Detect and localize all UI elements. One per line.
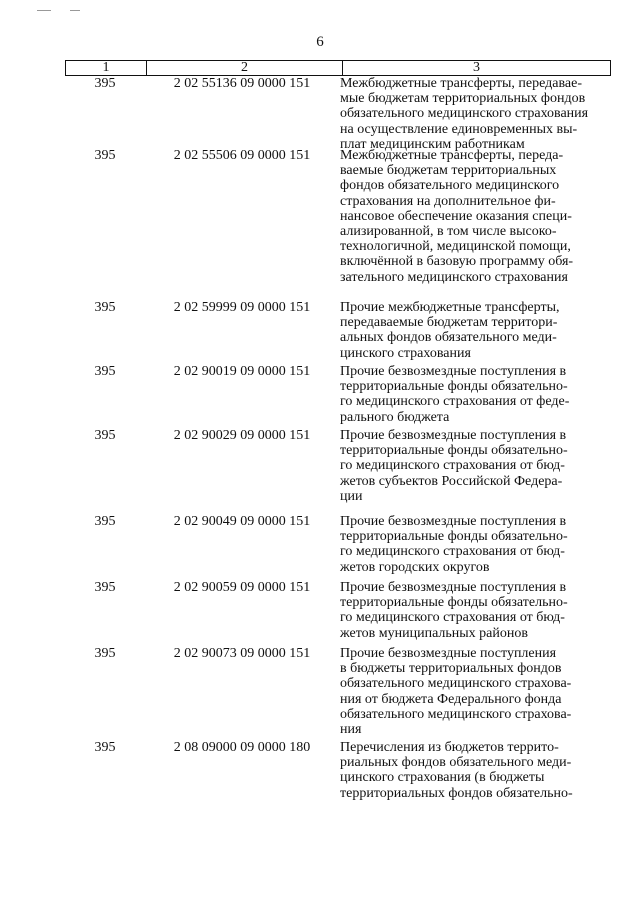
description-line: го медицинского страхования от бюд-	[340, 458, 565, 474]
row-description	[340, 364, 596, 425]
description-line: на осуществление единовременных вы-	[340, 121, 578, 137]
row-kbk-code: 2 02 90073 09 0000 151	[173, 646, 311, 661]
table-row	[65, 740, 611, 820]
description-line: плат медицинским работникам	[340, 136, 525, 152]
row-description	[340, 740, 596, 801]
page-number: 6	[316, 34, 324, 50]
row-kbk-code: 2 02 90029 09 0000 151	[173, 428, 311, 443]
description-line: территориальные фонды обязательно-	[340, 529, 568, 545]
description-line: альных фондов обязательного меди-	[340, 330, 557, 346]
row-description	[340, 646, 596, 737]
description-line: ваемые бюджетам территориальных	[340, 163, 557, 179]
column-header-2: 2	[147, 61, 343, 76]
column-header-1: 1	[66, 61, 147, 76]
description-line: цинского страхования (в бюджеты	[340, 770, 545, 786]
description-line: го медицинского страхования от бюд-	[340, 544, 565, 560]
table-row	[65, 364, 611, 428]
description-line: Прочие безвозмездные поступления в	[340, 580, 567, 595]
description-line: Прочие безвозмездные поступления в	[340, 428, 567, 443]
row-kbk-code: 2 02 59999 09 0000 151	[173, 300, 311, 315]
row-code: 395	[94, 76, 116, 91]
description-line: го медицинского страхования от бюд-	[340, 610, 565, 626]
table-row	[65, 580, 611, 646]
table-body	[65, 76, 611, 820]
table-row	[65, 300, 611, 364]
description-line: риальных фондов обязательного меди-	[340, 755, 572, 771]
row-code: 395	[94, 580, 116, 595]
table-row	[65, 148, 611, 300]
row-description	[340, 300, 596, 361]
row-description	[340, 76, 596, 152]
row-description	[340, 514, 596, 575]
row-code: 395	[94, 364, 116, 379]
row-code: 395	[94, 428, 116, 443]
description-line: ния	[340, 722, 362, 738]
row-description	[340, 148, 596, 285]
description-line: нансовое обеспечение оказания специ-	[340, 208, 572, 224]
description-line: цинского страхования	[340, 345, 471, 361]
description-line: Перечисления из бюджетов террито-	[340, 740, 559, 755]
description-line: территориальные фонды обязательно-	[340, 443, 568, 459]
row-kbk-code: 2 08 09000 09 0000 180	[173, 740, 311, 755]
description-line: жетов городских округов	[340, 559, 490, 575]
description-line: Межбюджетные трансферты, переда-	[340, 148, 564, 163]
column-header-3: 3	[343, 61, 611, 76]
row-kbk-code: 2 02 90059 09 0000 151	[173, 580, 311, 595]
row-code: 395	[94, 300, 116, 315]
description-line: обязательного медицинского страхования	[340, 106, 589, 122]
scan-mark	[70, 10, 80, 11]
description-line: Межбюджетные трансферты, передавае-	[340, 76, 582, 91]
description-line: включённой в базовую программу обя-	[340, 254, 574, 270]
description-line: ния от бюджета Федерального фонда	[340, 691, 562, 707]
description-line: го медицинского страхования от феде-	[340, 394, 570, 410]
row-code: 395	[94, 740, 116, 755]
table-row	[65, 514, 611, 580]
row-code: 395	[94, 148, 116, 163]
scan-mark	[37, 10, 51, 11]
description-line: передаваемые бюджетам территори-	[340, 315, 558, 331]
row-code: 395	[94, 514, 116, 529]
description-line: жетов субъектов Российской Федера-	[340, 473, 563, 489]
description-line: ализированной, в том числе высоко-	[340, 224, 557, 240]
description-line: обязательного медицинского страхова-	[340, 706, 572, 722]
description-line: страхования на дополнительное фи-	[340, 193, 556, 209]
description-line: фондов обязательного медицинского	[340, 178, 560, 194]
description-line: Прочие безвозмездные поступления в	[340, 364, 567, 379]
description-line: зательного медицинского страхования	[340, 269, 568, 285]
description-line: территориальные фонды обязательно-	[340, 379, 568, 395]
description-line: Прочие безвозмездные поступления в	[340, 514, 567, 529]
row-kbk-code: 2 02 55506 09 0000 151	[173, 148, 311, 163]
row-kbk-code: 2 02 90019 09 0000 151	[173, 364, 311, 379]
table-header	[65, 60, 611, 76]
description-line: обязательного медицинского страхова-	[340, 676, 572, 692]
row-description	[340, 428, 596, 504]
description-line: ции	[340, 488, 363, 504]
description-line: жетов муниципальных районов	[340, 625, 528, 641]
table-row	[65, 76, 611, 152]
description-line: Прочие межбюджетные трансферты,	[340, 300, 560, 315]
row-description	[340, 580, 596, 641]
description-line: в бюджеты территориальных фондов	[340, 661, 562, 677]
description-line: территориальных фондов обязательно-	[340, 785, 573, 801]
table-row	[65, 646, 611, 740]
row-code: 395	[94, 646, 116, 661]
description-line: технологичной, медицинской помощи,	[340, 239, 571, 255]
table-row	[65, 428, 611, 514]
row-kbk-code: 2 02 90049 09 0000 151	[173, 514, 311, 529]
description-line: рального бюджета	[340, 409, 450, 425]
description-line: мые бюджетам территориальных фондов	[340, 91, 586, 107]
row-kbk-code: 2 02 55136 09 0000 151	[173, 76, 311, 91]
description-line: территориальные фонды обязательно-	[340, 595, 568, 611]
description-line: Прочие безвозмездные поступления	[340, 646, 557, 661]
